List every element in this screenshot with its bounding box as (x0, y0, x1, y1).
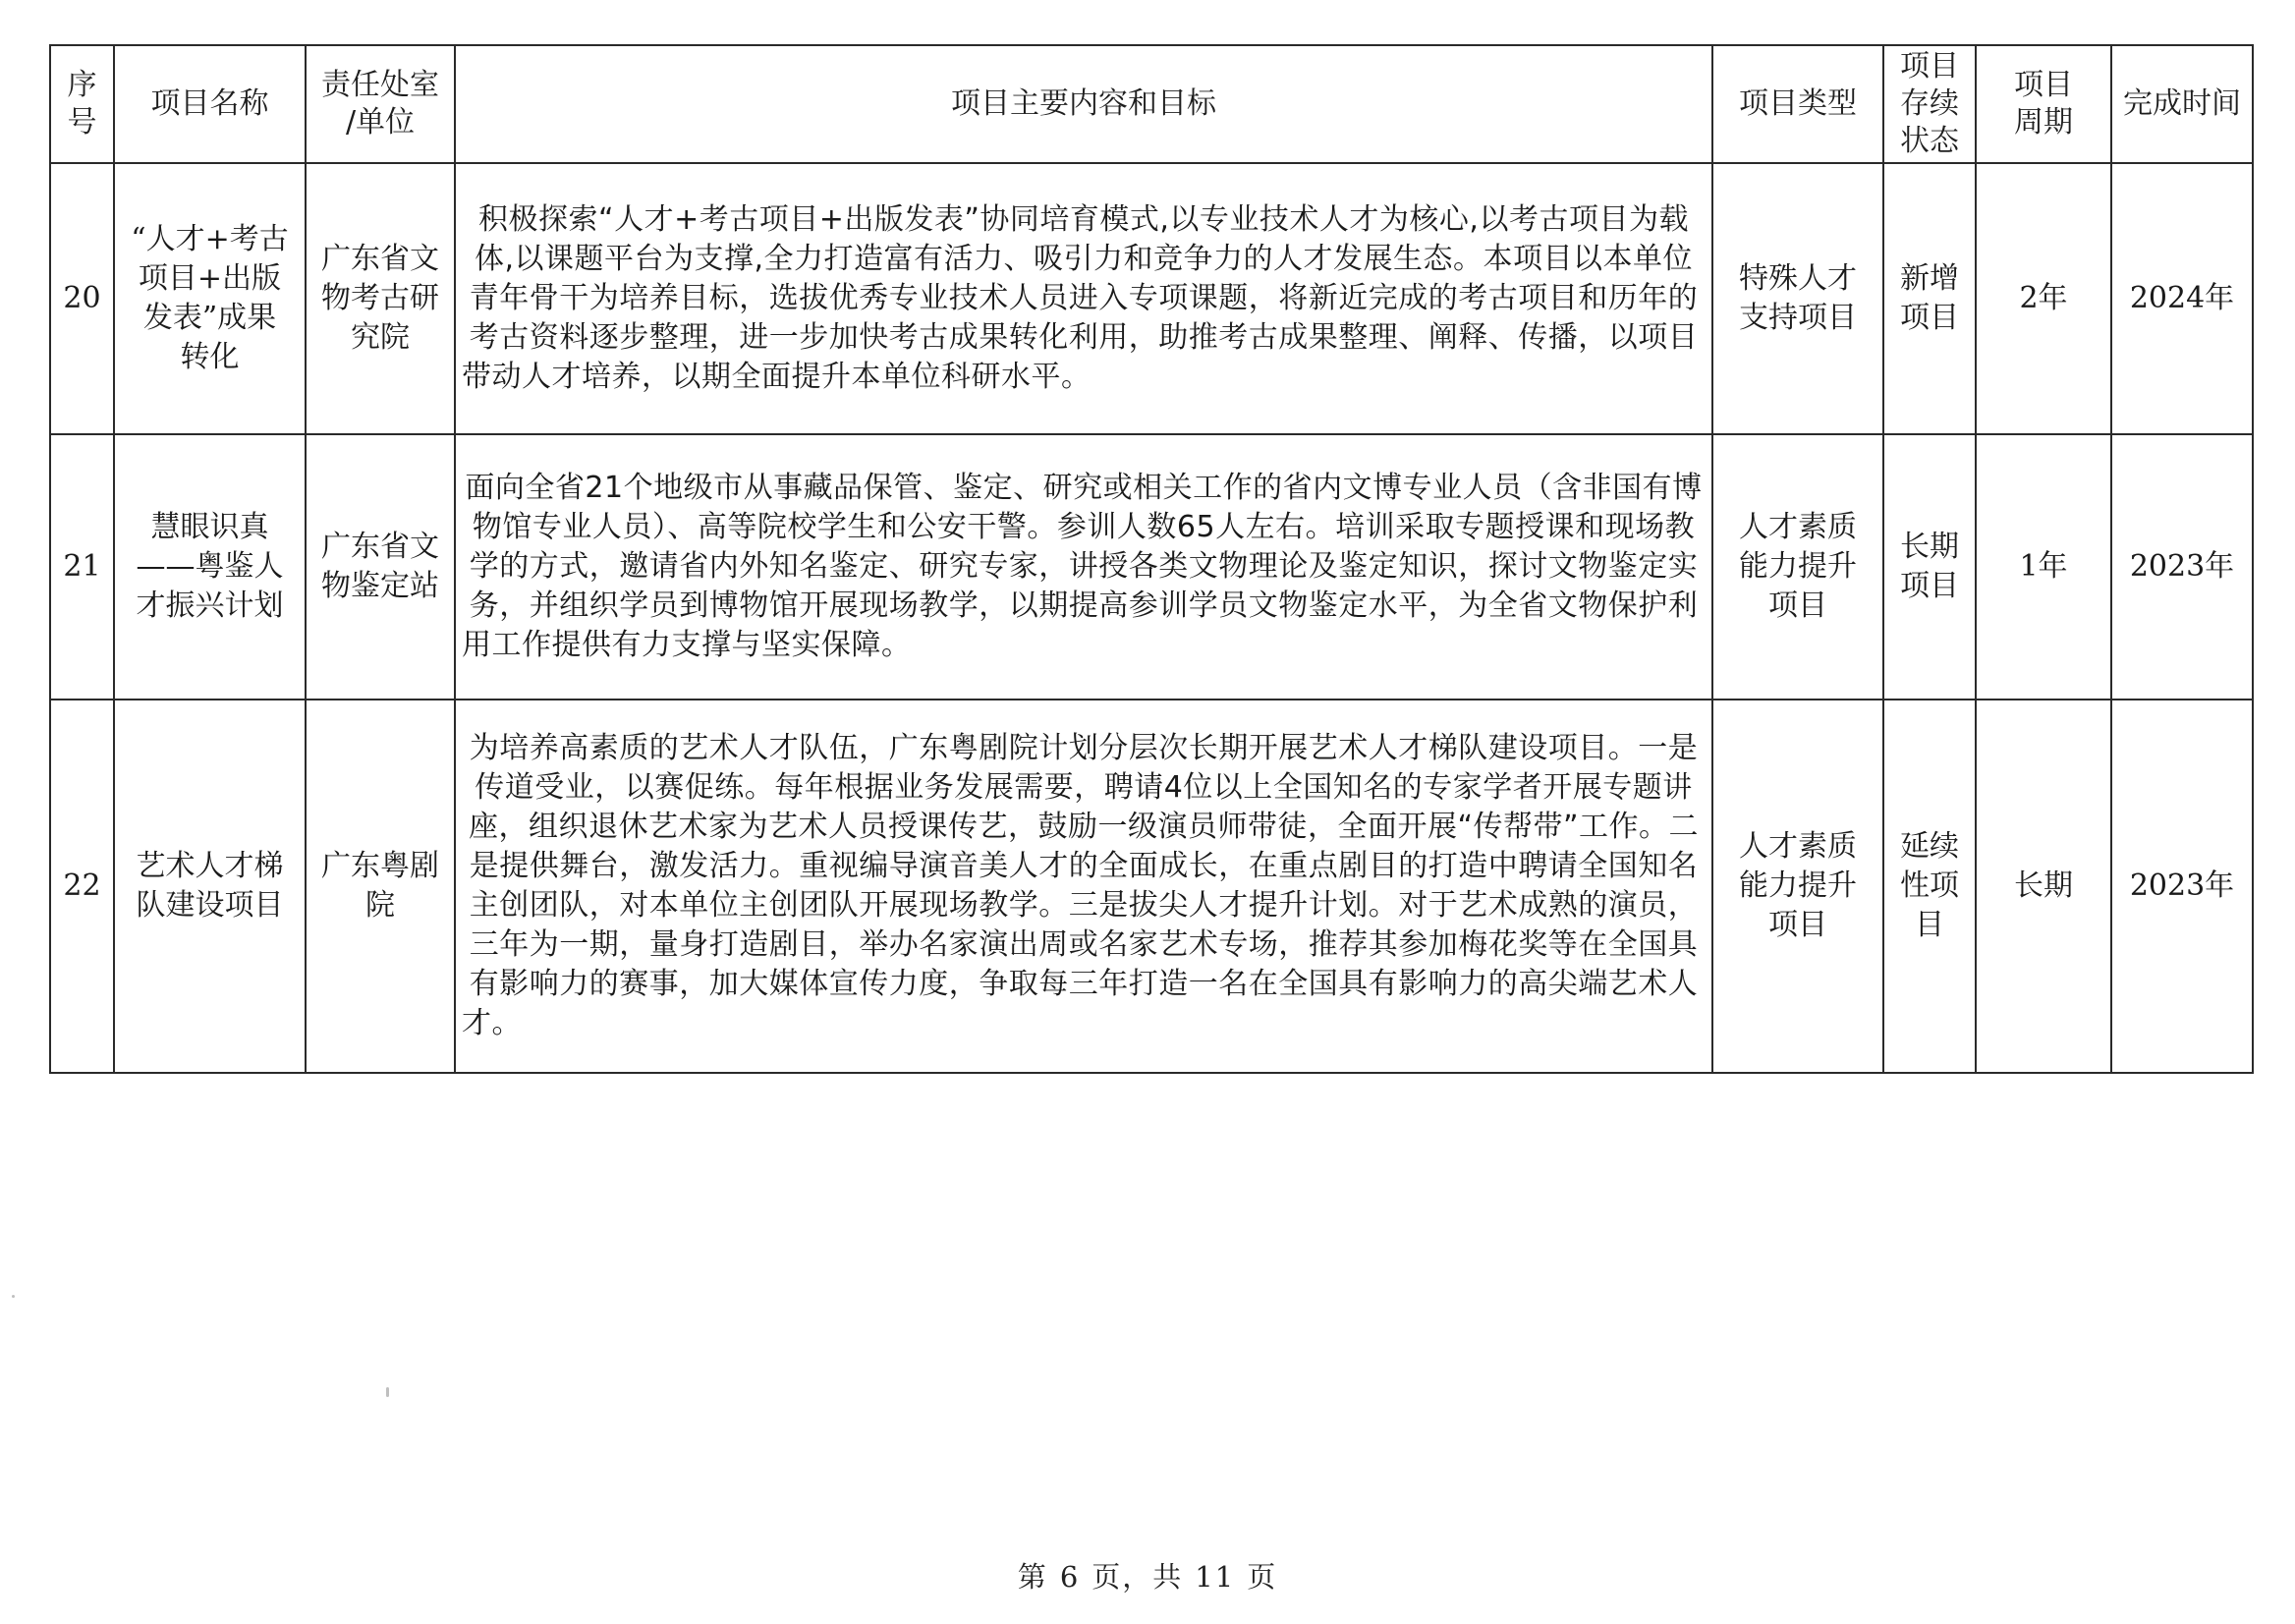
cell-content: 面向全省21个地级市从事藏品保管、鉴定、研究或相关工作的省内文博专业人员（含非国有博物馆专业人员）、高等院校学生和公安干警。参训人数65人左右。培训采取专题授课和现场教学的方式，邀请省内外知名鉴定、研究专家，讲授各类文物理论及鉴定知识，探讨文物鉴定实务，并组织学员到博物馆开展现场教学，以期提高参训学员文物鉴定水平，为全省文物保护利用工作提供有力支撑与坚实保障。 (455, 434, 1712, 700)
table-header-row (50, 45, 2253, 163)
header-period (1976, 45, 2111, 163)
cell-name: 慧眼识真——粤鉴人才振兴计划 (114, 434, 306, 700)
cell-status: 长期项目 (1883, 434, 1976, 700)
page-prefix: 第 (1017, 1560, 1048, 1594)
header-name: 项目名称 (114, 45, 306, 163)
cell-content: 为培养高素质的艺术人才队伍，广东粤剧院计划分层次长期开展艺术人才梯队建设项目。一是传道受业，以赛促练。每年根据业务发展需要，聘请4位以上全国知名的专家学者开展专题讲座，组织退休艺术家为艺术人员授课传艺，鼓励一级演员师带徒，全面开展“传帮带”工作。二是提供舞台，激发活力。重视编导演音美人才的全面成长，在重点剧目的打造中聘请全国知名主创团队，对本单位主创团队开展现场教学。三是拔尖人才提升计划。对于艺术成熟的演员，三年为一期，量身打造剧目，举办名家演出周或名家艺术专场，推荐其参加梅花奖等在全国具有影响力的赛事，加大媒体宣传力度，争取每三年打造一名在全国具有影响力的高尖端艺术人才。 (455, 700, 1712, 1073)
header-completion: 完成时间 (2111, 45, 2253, 163)
cell-unit: 广东粤剧院 (306, 700, 455, 1073)
table-row (50, 700, 2253, 1073)
page-mid: 页，共 (1092, 1560, 1184, 1594)
header-unit-line1: 责任处室 (321, 68, 439, 102)
cell-seq: 20 (50, 163, 114, 434)
header-seq (50, 45, 114, 163)
header-period-line2: 周期 (2014, 105, 2073, 140)
cell-period: 长期 (1976, 700, 2111, 1073)
cell-type: 人才素质能力提升项目 (1712, 700, 1883, 1073)
header-period-line1: 项目 (2014, 68, 2073, 102)
cell-unit: 广东省文物考古研究院 (306, 163, 455, 434)
cell-completion: 2023年 (2111, 434, 2253, 700)
current-page: 6 (1059, 1560, 1081, 1594)
header-status-line1: 项目 (1900, 49, 1959, 84)
header-status-line2: 存续 (1900, 86, 1959, 121)
cell-period: 2年 (1976, 163, 2111, 434)
cell-content: 积极探索“人才+考古项目+出版发表”协同培育模式,以专业技术人才为核心,以考古项目为载体,以课题平台为支撑,全力打造富有活力、吸引力和竞争力的人才发展生态。本项目以本单位青年骨干为培养目标，选拔优秀专业技术人员进入专项课题，将新近完成的考古项目和历年的考古资料逐步整理，进一步加快考古成果转化利用，助推考古成果整理、阐释、传播，以项目带动人才培养，以期全面提升本单位科研水平。 (455, 163, 1712, 434)
cell-completion: 2023年 (2111, 700, 2253, 1073)
table-row (50, 434, 2253, 700)
cell-completion: 2024年 (2111, 163, 2253, 434)
header-status-line3: 状态 (1900, 124, 1959, 158)
header-unit (306, 45, 455, 163)
total-pages: 11 (1195, 1560, 1236, 1594)
page-suffix: 页 (1247, 1560, 1278, 1594)
header-content: 项目主要内容和目标 (455, 45, 1712, 163)
header-seq-line2: 号 (67, 105, 97, 140)
header-unit-line2: /单位 (345, 105, 416, 140)
cell-seq: 22 (50, 700, 114, 1073)
scan-speck (386, 1387, 389, 1397)
page-footer (0, 1555, 2295, 1596)
cell-name: 艺术人才梯队建设项目 (114, 700, 306, 1073)
header-seq-line1: 序 (67, 68, 97, 102)
header-status (1883, 45, 1976, 163)
table-row (50, 163, 2253, 434)
cell-type: 人才素质能力提升项目 (1712, 434, 1883, 700)
cell-name: “人才+考古项目+出版发表”成果转化 (114, 163, 306, 434)
cell-seq: 21 (50, 434, 114, 700)
cell-status: 新增项目 (1883, 163, 1976, 434)
cell-status: 延续性项目 (1883, 700, 1976, 1073)
cell-unit: 广东省文物鉴定站 (306, 434, 455, 700)
cell-type: 特殊人才支持项目 (1712, 163, 1883, 434)
project-table (49, 44, 2254, 1074)
scan-speck (12, 1295, 15, 1298)
cell-period: 1年 (1976, 434, 2111, 700)
header-type: 项目类型 (1712, 45, 1883, 163)
